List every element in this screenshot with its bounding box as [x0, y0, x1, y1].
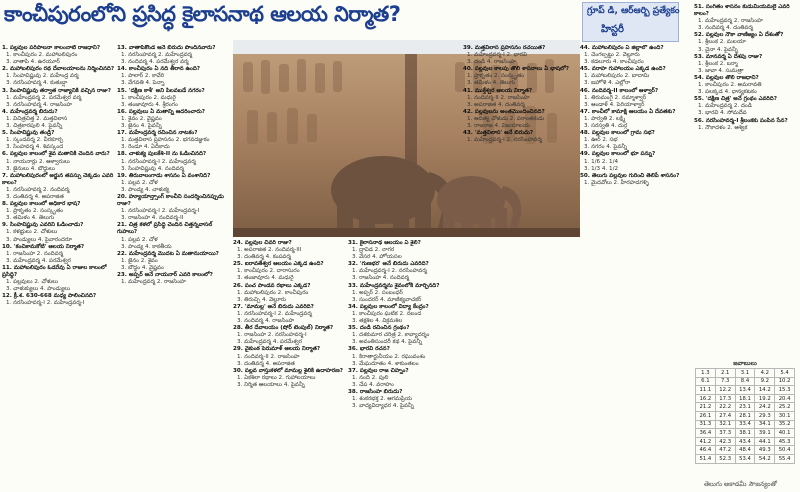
question-text: 6. పల్లవుల కాలంలో శైవ మతానికి చెందిన వారు? — [2, 151, 110, 158]
option-line: 1. శైవం 2. వైష్ణవం — [121, 115, 162, 122]
option-line: 3. జైనులు 4. బౌద్ధులు — [6, 165, 55, 172]
option-line: 3. పాండ్య 4. చాళుక్య — [121, 186, 170, 193]
question-text: 23. అప్పర్ అనే నాయనార్ ఎవరి కాలంలో? — [117, 272, 213, 278]
option-line: 1. నాయనార్లు 2. ఆళ్వారులు — [6, 158, 70, 165]
question-text: 36. భారవి రచన? — [348, 346, 390, 353]
option-line: 1. జైనం 2. శైవం — [121, 257, 158, 264]
answer-cell: 23.1 — [735, 403, 755, 412]
option-line: 1. మహేంద్రవర్మ 2. దండి — [698, 103, 752, 110]
option-line: 3. రాజసింహ 4. నందివర్మ-II — [121, 215, 184, 222]
answer-cell: 55.4 — [775, 454, 795, 463]
option-line: 3. రాజసింహ 4. నందివర్మ — [352, 275, 410, 282]
answer-cell: 45.3 — [775, 437, 795, 446]
option-line: 3. వాద్యవిద్యాధర 4. పైవన్నీ — [352, 403, 414, 410]
question-text: 9. సింహవిష్ణువు ఎవరిని ఓడించాడు? — [2, 222, 84, 229]
option-line: 1. నరసింహవర్మ 2. నందివర్మ — [6, 186, 70, 193]
option-line: 1. కళభ్రులు 2. చోళులు — [6, 229, 58, 236]
question-text: 34. పల్లవుల కాలంలో విద్యా కేంద్రం? — [348, 303, 429, 310]
answer-cell: 44.1 — [755, 437, 775, 446]
option-line: 3. తంజావూరు 4. మధురై — [237, 275, 294, 282]
answer-cell: 46.4 — [696, 446, 716, 455]
option-line: 3. నరసింహవర్మ 4. రాజసింహ — [6, 101, 73, 108]
answer-row — [696, 411, 795, 420]
option-line: 1. అప్పర్ 2. సంబంధర్ — [352, 289, 403, 296]
answer-cell: 20.4 — [775, 394, 795, 403]
option-line: 1. మహాబలిపురం 2. కాంచీపురం — [237, 289, 309, 296]
option-line: 3. సరస్వతి 4. దుర్గ — [584, 123, 628, 130]
option-line: 1. మహేంద్రవర్మ 2. పరమేశ్వర వర్మ — [6, 94, 82, 101]
answer-row — [696, 454, 795, 463]
answer-row — [696, 394, 795, 403]
answer-cell: 24.2 — [755, 403, 775, 412]
answer-cell: 54.2 — [755, 454, 775, 463]
question-text: 54. పల్లవుల తొలి రాజధాని? — [694, 74, 759, 81]
question-column-7 — [694, 4, 798, 356]
option-line: 3. దంతివర్మ 4. కంపవర్మ — [237, 254, 291, 261]
option-line: 1. మహేంద్రవర్మ-I 2. భారవి — [467, 52, 527, 59]
answer-cell: 37.3 — [715, 429, 735, 438]
option-line: 3. చాళుక్యులు 4. పాండ్యులు — [6, 286, 71, 293]
question-text: 7. మహాబలిపురంలో అర్జున తపస్సు చెక్కడం ఎవరి కాలం? — [2, 172, 114, 186]
subject-tag: హిస్టరీ — [601, 24, 624, 35]
option-line: 1. కాంచీపురం 2. దారాసురం — [237, 268, 300, 275]
option-line: 1. నరసింహవర్మ-I 2. మహేంద్రవర్మ — [237, 310, 312, 317]
answer-cell: 41.2 — [696, 437, 716, 446]
option-line: 1. పల్లవ 2. చోళ — [121, 179, 158, 186]
question-text: 43. 'మత్తవిలాస' అనే బిరుదు? — [463, 130, 534, 137]
option-line: 1. నందివర్మ-II 2. రాజసింహ — [467, 94, 530, 101]
answer-row — [696, 446, 795, 455]
question-text: 19. తిరువాలంగాడు శాసనం ఏ వంశానిది? — [117, 172, 211, 179]
question-text: 49. పల్లవుల కాలంలో భూ పన్ను? — [580, 151, 656, 158]
option-line: 1. అపరాజిత 2. నందివర్మ-III — [237, 247, 302, 254]
answer-cell: 18.1 — [735, 394, 755, 403]
question-text: 18. చాళుక్య పులకేశి-II ను ఓడించినది? — [117, 151, 207, 158]
option-line: 3. అవంతిసుందరీ కథ 4. పైవన్నీ — [352, 339, 423, 346]
option-line: 1. నంది 2. పులి — [352, 374, 389, 381]
option-line: 1. ప్రాకృతం 2. సంస్కృతం — [6, 208, 64, 215]
answer-cell: 49.3 — [755, 446, 775, 455]
exam-tag: గ్రూప్ డి, ఆర్ఆర్బి ప్రత్యేకం — [587, 6, 680, 16]
answer-cell: 11.1 — [696, 386, 716, 395]
answer-cell: 17.3 — [715, 394, 735, 403]
answer-cell: 32.1 — [715, 420, 735, 429]
answer-cell: 16.2 — [696, 394, 716, 403]
question-text: 44. మహాబలిపురం ఏ జిల్లాలో ఉంది? — [580, 45, 664, 51]
question-text: 2. మహాబలిపురం రథ దేవాలయాలను నిర్మించినది? — [2, 66, 115, 73]
question-text: 25. ఐరావతేశ్వర ఆలయం ఎక్కడ ఉంది? — [233, 261, 324, 268]
option-line: 1. మైదవోలు 2. హీరహడగళ్ళి — [584, 179, 650, 186]
question-text: 28. తీర దేవాలయం (షోర్ టెంపుల్) నిర్మాత? — [233, 325, 334, 332]
question-text: 21. చిత్ర కళలో ప్రసిద్ధి చెందిన చిత్తన్నవాసల్ గుహలు? — [117, 222, 213, 236]
answer-cell: 40.1 — [775, 429, 795, 438]
question-text: 1. పల్లవుల పరిపాలనా కాలంనాటి రాజధాని? — [2, 45, 101, 51]
question-text: 42. పల్లవులను అంతమొందించినది? — [463, 108, 545, 115]
option-line: 1. కాంచీపురం 2. మధురై — [121, 94, 176, 101]
answer-row — [696, 386, 795, 395]
answer-cell: 31.3 — [696, 420, 716, 429]
option-line: 1. నరసింహవర్మ-I 2. మహేంద్రవర్మ-I — [6, 300, 85, 307]
option-line: 3. దంతివర్మ 4. అపరాజిత — [6, 193, 64, 200]
answer-cell: 30.1 — [775, 411, 795, 420]
question-text: 30. పల్లవ వాస్తుకళలో మామల్ల శైలికి ఉదాహరణ? — [233, 367, 343, 374]
question-text: 31. కైలాసనాథ ఆలయం ఏ శైలి? — [348, 240, 421, 246]
question-text: 47. కాంచీలో కామాక్షి ఆలయం ఏ దేవతకు? — [580, 108, 676, 115]
answer-row — [696, 429, 795, 438]
option-line: 3. 1/3 4. 1/2 — [584, 165, 619, 172]
answer-cell: 48.4 — [735, 446, 755, 455]
answer-cell: 1.3 — [696, 369, 716, 378]
option-line: 1. ఊర్ 2. సభ — [584, 137, 618, 144]
answers-title: జవాబులు — [733, 360, 757, 367]
option-line: 3. జైనం 4. పైవన్నీ — [121, 123, 162, 130]
option-line: 3. చిత్రకారపులి 4. పైవన్నీ — [6, 123, 63, 130]
answer-cell: 53.4 — [735, 454, 755, 463]
option-line: 3. కడలూరు 4. కాంచీపురం — [584, 59, 644, 66]
question-text: 15. 'దక్షిణ కాశీ' అని పిలవబడే నగరం? — [117, 87, 205, 94]
option-line: 1. పాలార్ 2. కావేరి — [121, 73, 165, 80]
option-line: 1. పల్లవ 2. చోళ — [121, 236, 158, 243]
option-line: 1. పార్వతి 2. లక్ష్మి — [584, 115, 626, 122]
option-line: 1. నౌకాదళం 2. ఆశ్విక — [698, 124, 748, 131]
option-line: 1. నరసింహవర్మ-I 2. మహేంద్రవర్మ — [121, 158, 196, 165]
option-line: 1. 1/6 2. 1/4 — [584, 158, 619, 165]
question-text: 41. ముక్తేశ్వర ఆలయ నిర్మాత? — [463, 87, 533, 94]
option-line: 3. వాతాపి 4. ఉరయూర్ — [6, 59, 60, 66]
answer-cell: 21.2 — [696, 403, 716, 412]
question-text: 51. సంగీతం శాసనం కుడుమియమలై ఎవరి కాలం? — [694, 4, 790, 18]
option-line: 3. ఆండాళ్ 4. పెరియాళ్వార్ — [584, 101, 645, 108]
option-line: 3. నందివర్మ 4. రాజసింహ — [237, 318, 295, 325]
option-line: 1. కిరాతార్జునీయం 2. రఘువంశం — [352, 353, 426, 360]
answer-cell: 22.2 — [715, 403, 735, 412]
option-line: 1. మహేంద్రవర్మ 2. రాజసింహ — [121, 279, 186, 286]
answer-cell: 29.3 — [755, 411, 775, 420]
option-line: 3. పాండ్యులు 4. పైవారందరూ — [6, 236, 73, 243]
option-line: 1. కాంచీపురం 2. మహాబలిపురం — [6, 52, 78, 59]
option-line: 1. కాంచీపురం 2. అమరావతి — [698, 82, 762, 89]
section-tag-box — [582, 2, 679, 42]
option-line: 1. ప్రాకృతం 2. సంస్కృతం — [467, 73, 525, 80]
question-text: 10. 'కంచికామకోటి' ఆలయ నిర్మాత? — [2, 243, 85, 250]
option-line: 3. సింహవిష్ణువు 4. నందివర్మ — [121, 165, 185, 172]
option-line: 1. మహాబలిపురం 2. బాదామి — [584, 73, 650, 80]
option-line: 1. ఏకశిలా రథాలు 2. గుహాలయాలు — [237, 374, 316, 381]
answer-row — [696, 369, 795, 378]
answer-cell: 12.2 — [715, 386, 735, 395]
option-line: 3. నందివర్మ 4. దంతివర్మ — [698, 25, 753, 32]
question-text: 40. పల్లవుల కాలపు తొలి శాసనాలు ఏ భాషలో? — [463, 66, 570, 73]
option-line: 3. తిరుచ్చి 4. వెల్లూరు — [237, 296, 287, 303]
question-text: 46. నందివర్మ-II కాలంలో ఆళ్వార్? — [580, 87, 659, 94]
question-text: 53. మానవర్మ ఏ దేశపు రాజు? — [694, 53, 763, 60]
option-line: 3. సుందరర్ 4. మాణిక్యవాచకర్ — [352, 296, 422, 303]
answer-row — [696, 420, 795, 429]
option-line: 1. కాంచీపురం ఘటిక 2. నలంద — [352, 310, 422, 317]
answer-cell: 43.4 — [735, 437, 755, 446]
question-text: 37. పల్లవుల రాజ చిహ్నం? — [348, 367, 409, 374]
question-column-2 — [117, 45, 230, 492]
option-line: 3. చేప 4. వరాహం — [352, 381, 394, 388]
option-line: 3. తక్షశిల 4. విక్రమశిల — [352, 318, 403, 325]
answer-row — [696, 403, 795, 412]
answer-cell: 4.2 — [755, 369, 775, 378]
question-column-5 — [463, 45, 576, 492]
answer-cell: 51.4 — [696, 454, 716, 463]
question-text: 33. మహేంద్రవర్మను శైవంలోకి మార్చినది? — [348, 282, 440, 289]
option-line: 3. మహేంద్రవర్మ 4. పరమేశ్వర — [237, 339, 302, 346]
option-line: 1. నరసింహవర్మ-I 2. మహేంద్రవర్మ-I — [121, 208, 200, 215]
answer-cell: 52.3 — [715, 454, 735, 463]
question-column-1 — [2, 45, 115, 492]
option-line: 1. మహేంద్రవర్మ-I 2. నరసింహవర్మ — [467, 137, 542, 144]
option-line: 3. భారవి 4. సోమదేవ — [698, 110, 747, 117]
answer-cell: 26.1 — [696, 411, 716, 420]
question-column-4 — [348, 240, 460, 492]
question-text: 52. పల్లవుల నౌకా వాణిజ్యం ఏ దేశంతో? — [694, 32, 784, 39]
option-line: 1. దశకుమార చరిత్ర 2. కావ్యాదర్శం — [352, 332, 430, 339]
option-line: 3. తంజావూరు 4. శ్రీరంగం — [121, 101, 178, 108]
option-line: 1. తిరుమంగై 2. నమ్మాళ్వార్ — [584, 94, 647, 101]
option-line: 3. నందివర్మ 4. పరమేశ్వర వర్మ — [121, 59, 189, 66]
answer-cell: 42.3 — [715, 437, 735, 446]
option-line: 1. నందివర్మ-II 2. రాజసింహ — [237, 353, 300, 360]
option-line: 3. పలక్కడ 4. ధాన్యకటకం — [698, 89, 757, 96]
option-line: 3. రెండూ 4. ఏదీకాదు — [121, 144, 170, 151]
answer-cell: 36.4 — [696, 429, 716, 438]
question-text: 17. మహేంద్రవర్మ రచించిన నాటకం? — [117, 130, 198, 137]
option-line: 1. విచిత్రచిత్త 2. మత్తవిలాస — [6, 115, 68, 122]
question-text: 35. దండి రచించిన గ్రంథం? — [348, 325, 410, 332]
answer-cell: 33.4 — [735, 420, 755, 429]
option-line: 3. జావా 4. సుమత్రా — [698, 67, 744, 74]
option-line: 1. మహేంద్రవర్మ 2. రాజసింహ — [698, 18, 763, 25]
question-text: 45. వరాహ గుహాలయం ఎక్కడ ఉంది? — [580, 66, 666, 73]
option-line: 3. ఐహోళె 4. ఎల్లోరా — [584, 80, 631, 87]
question-text: 20. హ్యూయాన్త్సాంగ్ కాంచీని సందర్శించినప్పుడు రాజు? — [117, 193, 224, 208]
answer-cell: 5.4 — [775, 369, 795, 378]
question-text: 13. వాతాపికొండ అనే బిరుదు పొందినవారు? — [117, 45, 216, 51]
answer-cell: 28.1 — [735, 411, 755, 420]
option-line: 1. పల్లవులు 2. చోళులు — [6, 279, 59, 286]
question-text: 14. కాంచీపురం ఏ నది తీరాన ఉంది? — [117, 66, 201, 73]
page-title: కాంచీపురంలోని ప్రసిద్ధ కైలాసనాథ ఆలయ నిర్మాత? — [4, 2, 401, 26]
answer-cell: 15.3 — [775, 386, 795, 395]
answer-cell: 2.1 — [715, 369, 735, 378]
option-line: 3. మేఘదూతం 4. శాకుంతలం — [352, 360, 419, 367]
answer-cell: 50.4 — [775, 446, 795, 455]
answer-row — [696, 377, 795, 386]
answer-cell: 8.4 — [735, 377, 755, 386]
question-text: 26. పంచ పాండవ రథాలు ఎక్కడ? — [233, 282, 311, 289]
option-line: 1. చెంగల్పట్టు 2. వెల్లూరు — [584, 52, 640, 59]
question-text: 22. మహేంద్రవర్మ మొదట ఏ మతానుయాయి? — [117, 250, 219, 257]
question-text: 12. క్రీ.శ. 630-668 మధ్య పాలించినది? — [2, 293, 97, 300]
answer-cell: 38.1 — [735, 429, 755, 438]
question-text: 27. 'మామల్ల' అనే బిరుదు ఎవరిది? — [233, 303, 314, 310]
question-text: 39. మత్తవిలాస ప్రహసనం రచయిత? — [463, 45, 546, 51]
option-line: 3. నగరం 4. పైవన్నీ — [584, 144, 628, 151]
answer-cell: 13.4 — [735, 386, 755, 395]
answer-cell: 39.1 — [755, 429, 775, 438]
question-text: 5. సింహవిష్ణువు తండ్రి? — [2, 130, 55, 137]
question-text: 3. సింహవిష్ణువు తర్వాత రాజ్యానికి వచ్చిన రాజు? — [2, 87, 111, 94]
question-column-3 — [233, 240, 345, 492]
question-text: 16. పల్లవులు ఏ మతాన్ని ఆదరించారు? — [117, 108, 206, 115]
answer-cell: 7.3 — [715, 377, 735, 386]
answer-cell: 25.2 — [775, 403, 795, 412]
answer-cell: 9.2 — [755, 377, 775, 386]
question-text: 24. పల్లవుల చివరి రాజు? — [233, 240, 292, 246]
option-line: 3. పాండ్య 4. కాకతీయ — [121, 243, 172, 250]
answer-cell: 35.2 — [775, 420, 795, 429]
answer-row — [696, 437, 795, 446]
option-line: 1. ద్రావిడ 2. నాగర — [352, 247, 395, 254]
option-line: 3. నరసింహవర్మ 4. కుతుబ్షా — [6, 80, 68, 87]
question-text: 29. వైకుంఠ పెరుమాళ్ ఆలయ నిర్మాత? — [233, 346, 321, 353]
answer-cell: 6.1 — [696, 377, 716, 386]
option-line: 3. తమిళం 4. తెలుగు — [467, 80, 516, 87]
question-text: 32. 'గుణభర' అనే బిరుదు ఎవరిది? — [348, 261, 429, 268]
answer-cell: 19.2 — [755, 394, 775, 403]
option-line: 1. నరసింహవర్మ 2. మహేంద్రవర్మ — [121, 52, 193, 59]
option-line: 3. వేగవతి 4. పెన్నా — [121, 80, 165, 87]
answer-cell: 14.2 — [755, 386, 775, 395]
option-line: 1. సింహవిష్ణువు 2. మహేంద్ర వర్మ — [6, 73, 79, 80]
option-line: 1. మత్తవిలాస ప్రహసనం 2. భగవదజ్జుకం — [121, 137, 210, 144]
option-line: 3. వేసర 4. హోయసల — [352, 254, 402, 261]
page-header — [0, 0, 800, 35]
option-line: 3. తమిళం 4. తెలుగు — [6, 215, 55, 222]
footer-credit: తెలుగు అకాడమీ సౌజన్యంతో — [704, 480, 777, 488]
option-line: 1. శ్రీలంక 2. మలయా — [698, 39, 746, 46]
option-line: 1. రాజసింహ 2. నరసింహవర్మ-I — [237, 332, 307, 339]
question-text: 4. మహేంద్రవర్మ బిరుదు? — [2, 108, 58, 115]
answer-cell: 3.1 — [735, 369, 755, 378]
option-line: 3. రాజరాజ 4. విజయాలయ — [467, 123, 530, 130]
question-text: 11. మహాబలిపురం ఓడరేవు ఏ రాజుల కాలంలో ప్రసిద్ధి? — [2, 264, 107, 278]
answer-cell: 34.1 — [755, 420, 775, 429]
option-line: 3. చైనా 4. పైవన్నీ — [698, 46, 738, 53]
question-text: 55. 'దక్షిణ చిత్ర' అనే గ్రంథం ఎవరిది? — [694, 96, 777, 103]
answer-key-table — [695, 368, 795, 464]
question-text: 8. పల్లవుల కాలంలో అధికార భాష? — [2, 201, 81, 208]
option-line: 1. స్కందవర్మ 2. వీరకూర్చ — [6, 137, 64, 144]
question-text: 38. రాజసింహ బిరుదు? — [348, 388, 403, 395]
option-line: 3. మహేంద్రవర్మ 4. పరమేశ్వర — [6, 257, 71, 264]
question-text: 48. పల్లవుల కాలంలో గ్రామ సభ? — [580, 130, 655, 137]
answer-cell: 47.2 — [715, 446, 735, 455]
option-line: 3. దండి 4. రాజసింహ — [467, 59, 516, 66]
option-line: 1. రాజసింహ 2. నందివర్మ — [6, 250, 64, 257]
option-line: 1. మహేంద్రవర్మ-I 2. నరసింహవర్మ — [352, 268, 427, 275]
answer-cell: 10.2 — [775, 377, 795, 386]
option-line: 3. సింహవర్మ 4. శివస్కంద — [6, 144, 64, 151]
option-line: 3. అపరాజిత 4. దంతివర్మ — [467, 101, 525, 108]
option-line: 3. బౌద్ధం 4. వైష్ణవం — [121, 264, 164, 271]
question-text: 50. తెలుగు పల్లవుల గురించి తెలిపే శాసనం? — [580, 172, 680, 179]
question-text: 56. నరసింహవర్మ-I శ్రీలంకకు పంపిన సేన? — [694, 117, 788, 124]
option-line: 3. నిర్మిత ఆలయాలు 4. పైవన్నీ — [237, 381, 305, 388]
option-line: 1. ఆదిత్య చోళుడు 2. పరాంతకుడు — [467, 115, 545, 122]
answer-cell: 27.4 — [715, 411, 735, 420]
question-column-6 — [580, 45, 692, 492]
option-line: 3. దంతివర్మ 4. అపరాజిత — [237, 360, 295, 367]
option-line: 1. శ్రీలంక 2. బర్మా — [698, 60, 738, 67]
option-line: 1. శంకరభక్త 2. ఆగమప్రియ — [352, 396, 413, 403]
